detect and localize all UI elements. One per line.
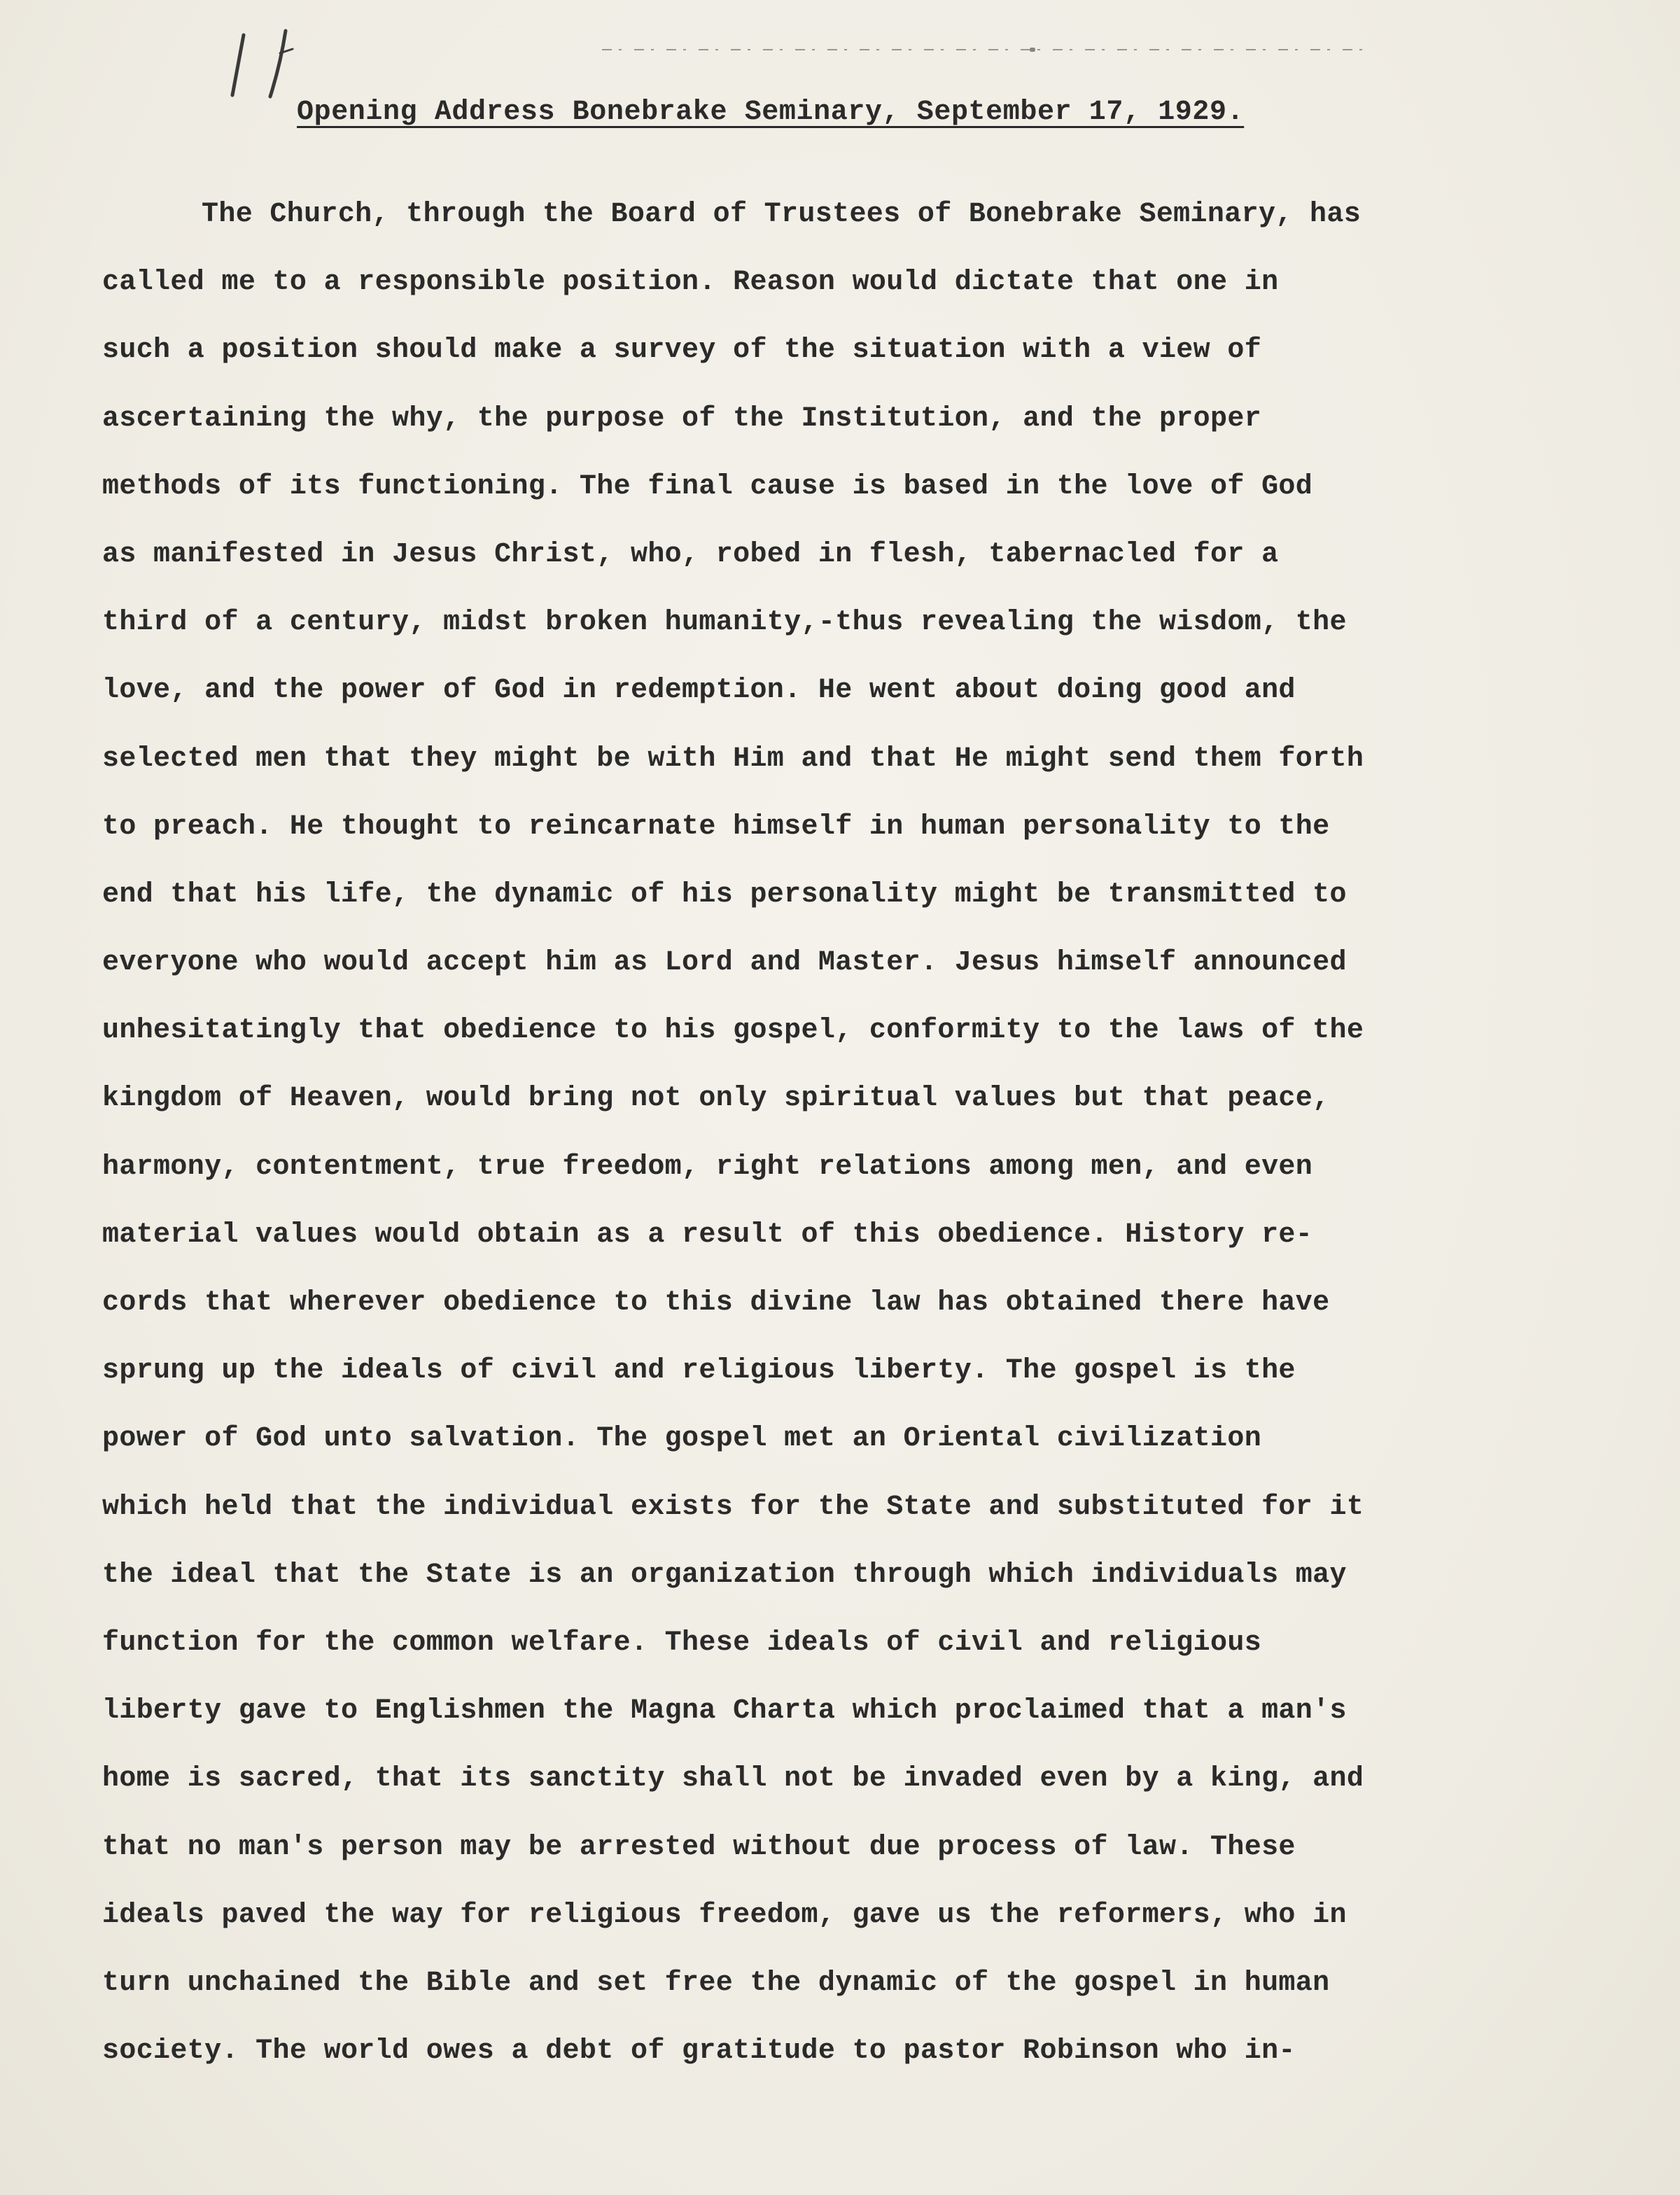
body-line: home is sacred, that its sanctity shall not be invaded even by a king, and bbox=[102, 1763, 1364, 1795]
body-line: material values would obtain as a result of this obedience. History re- bbox=[102, 1219, 1313, 1251]
body-line: liberty gave to Englishmen the Magna Charta which proclaimed that a man's bbox=[102, 1695, 1347, 1727]
body-line: cords that wherever obedience to this divine law has obtained there have bbox=[102, 1287, 1330, 1319]
body-line: sprung up the ideals of civil and religious liberty. The gospel is the bbox=[102, 1355, 1296, 1387]
body-line: power of God unto salvation. The gospel met an Oriental civilization bbox=[102, 1423, 1262, 1455]
body-line: third of a century, midst broken humanity,-thus revealing the wisdom, the bbox=[102, 607, 1347, 639]
body-line: such a position should make a survey of the situation with a view of bbox=[102, 335, 1262, 367]
document-title: Opening Address Bonebrake Seminary, September 17, 1929. bbox=[297, 97, 1245, 128]
body-line: turn unchained the Bible and set free the dynamic of the gospel in human bbox=[102, 1967, 1330, 1999]
body-line: end that his life, the dynamic of his personality might be transmitted to bbox=[102, 878, 1347, 911]
body-line: the ideal that the State is an organization through which individuals may bbox=[102, 1559, 1347, 1591]
body-line: love, and the power of God in redemption. He went about doing good and bbox=[102, 675, 1296, 707]
faint-top-dash-line bbox=[602, 48, 1372, 52]
document-body bbox=[102, 190, 1607, 2095]
body-line: everyone who would accept him as Lord and Master. Jesus himself announced bbox=[102, 947, 1347, 979]
body-line: function for the common welfare. These ideals of civil and religious bbox=[102, 1627, 1262, 1659]
body-line: which held that the individual exists for the State and substituted for it bbox=[102, 1491, 1364, 1523]
body-line: as manifested in Jesus Christ, who, robed in flesh, tabernacled for a bbox=[102, 538, 1279, 570]
body-line: called me to a responsible position. Reason would dictate that one in bbox=[102, 267, 1279, 299]
handwritten-pencil-mark bbox=[210, 28, 322, 105]
body-line: to preach. He thought to reincarnate himself in human personality to the bbox=[102, 811, 1330, 843]
body-line: kingdom of Heaven, would bring not only spiritual values but that peace, bbox=[102, 1083, 1330, 1115]
body-line: methods of its functioning. The final cause is based in the love of God bbox=[102, 470, 1313, 503]
body-line: harmony, contentment, true freedom, right relations among men, and even bbox=[102, 1151, 1313, 1183]
body-line: unhesitatingly that obedience to his gospel, conformity to the laws of the bbox=[102, 1015, 1364, 1047]
body-line: ideals paved the way for religious freedom, gave us the reformers, who in bbox=[102, 1899, 1347, 1931]
body-line: that no man's person may be arrested without due process of law. These bbox=[102, 1831, 1296, 1863]
body-line: society. The world owes a debt of gratitude to pastor Robinson who in- bbox=[102, 2035, 1296, 2068]
body-line: ascertaining the why, the purpose of the Institution, and the proper bbox=[102, 402, 1262, 435]
body-line: The Church, through the Board of Trustees of Bonebrake Seminary, has bbox=[202, 199, 1362, 230]
body-line: selected men that they might be with Him and that He might send them forth bbox=[102, 743, 1364, 775]
